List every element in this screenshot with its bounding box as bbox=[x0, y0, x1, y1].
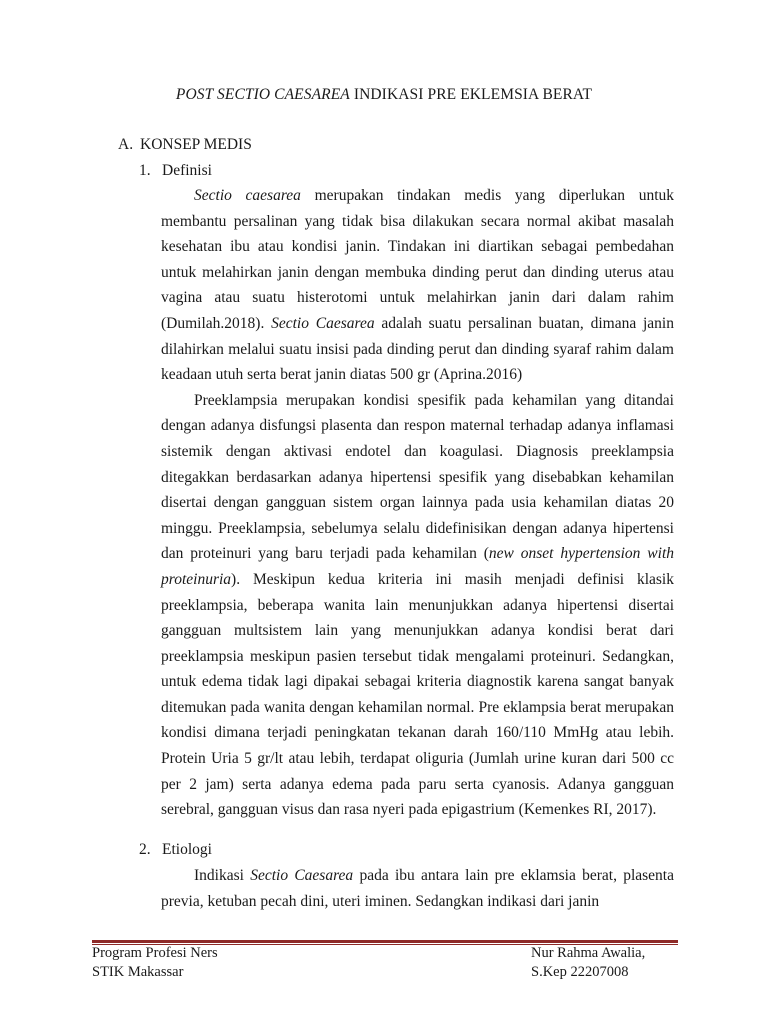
subheading-number: 2. bbox=[139, 841, 151, 858]
footer-institution: STIK Makassar bbox=[92, 964, 184, 980]
title-italic: POST SECTIO CAESAREA bbox=[175, 86, 350, 103]
paragraph-text: Indikasi bbox=[194, 867, 251, 884]
section-label: KONSEP MEDIS bbox=[140, 136, 252, 153]
subheading-label: Etiologi bbox=[162, 841, 212, 858]
etiologi-body bbox=[161, 863, 674, 914]
footer-author: Nur Rahma Awalia, bbox=[531, 945, 646, 961]
paragraph-indikasi bbox=[161, 863, 674, 914]
italic-term: Sectio caesarea bbox=[194, 187, 301, 204]
paragraph-text: adalah suatu persalinan buatan, dimana janin dilahirkan melalui suatu insisi pada dinding perut dan dinding syaraf rahim dalam keadaan utuh serta berat janin diatas 500 gr (Aprina.2016) bbox=[161, 314, 674, 384]
subheading-number: 1. bbox=[139, 162, 151, 179]
footer-rule-thick bbox=[92, 940, 678, 943]
section-number: A. bbox=[118, 136, 134, 153]
italic-term: Sectio Caesarea bbox=[271, 314, 375, 332]
paragraph-text: merupakan tindakan medis yang diperlukan untuk membantu persalinan yang tidak bisa dilakukan secara normal akibat masalah kesehatan ibu atau kondisi janin. Tindakan ini diartikan sebagai pembedahan untuk melahirkan janin dengan membuka dinding perut dan dinding uterus atau vagina atau suatu histerotomi untuk melahirkan janin dari dalam rahim (Dumilah.2018). bbox=[161, 187, 674, 332]
definisi-body bbox=[161, 183, 674, 823]
footer-author-id: S.Kep 22207008 bbox=[531, 964, 629, 980]
subheading-label: Definisi bbox=[162, 162, 212, 179]
footer-program: Program Profesi Ners bbox=[92, 945, 218, 961]
subheading-etiologi bbox=[139, 841, 212, 859]
italic-term: Sectio Caesarea bbox=[250, 867, 354, 884]
paragraph-text: pada ibu antara lain pre eklamsia berat, plasenta previa, ketuban pecah dini, uteri iminen. Sedangkan indikasi dari janin bbox=[161, 867, 674, 910]
document-title bbox=[0, 86, 768, 104]
paragraph-sectio-caesarea bbox=[161, 183, 674, 388]
paragraph-preeklampsia bbox=[161, 388, 674, 823]
footer-right bbox=[531, 944, 645, 982]
title-rest: INDIKASI PRE EKLEMSIA BERAT bbox=[349, 86, 593, 103]
footer-left bbox=[92, 944, 218, 982]
section-heading-konsep-medis bbox=[118, 136, 252, 154]
italic-term: new onset hypertension with proteinuria bbox=[161, 545, 674, 588]
paragraph-text: Preeklampsia merupakan kondisi spesifik pada kehamilan yang ditandai dengan adanya disfungsi plasenta dan respon maternal terhadap adanya inflamasi sistemik dengan aktivasi endotel dan koagulasi. Diagnosis preeklampsia ditegakkan berdasarkan adanya hipertensi spesifik yang disebabkan kehamilan disertai dengan gangguan sistem organ lainnya pada usia kehamilan diatas 20 minggu. Preeklampsia, sebelumya selalu didefinisikan dengan adanya hipertensi dan proteinuri yang baru terjadi pada kehamilan ( bbox=[161, 391, 674, 563]
paragraph-text: ). Meskipun kedua kriteria ini masih menjadi definisi klasik preeklampsia, beberapa wanita lain menunjukkan adanya hipertensi disertai gangguan multsistem lain yang menunjukkan adanya kondisi berat dari preeklampsia meskipun pasien tersebut tidak mengalami proteinuri. Sedangkan, untuk edema tidak lagi dipakai sebagai kriteria diagnostik karena sangat banyak ditemukan pada wanita dengan kehamilan normal. Pre eklampsia berat merupakan kondisi dimana terjadi peningkatan tekanan darah 160/110 MmHg atau lebih. Protein Uria 5 gr/lt atau lebih, terdapat oliguria (Jumlah urine kuran dari 500 cc per 2 jam) serta adanya edema pada paru serta cyanosis. Adanya gangguan serebral, gangguan visus dan rasa nyeri pada epigastrium (Kemenkes RI, 2017). bbox=[161, 570, 674, 819]
subheading-definisi bbox=[139, 162, 212, 180]
